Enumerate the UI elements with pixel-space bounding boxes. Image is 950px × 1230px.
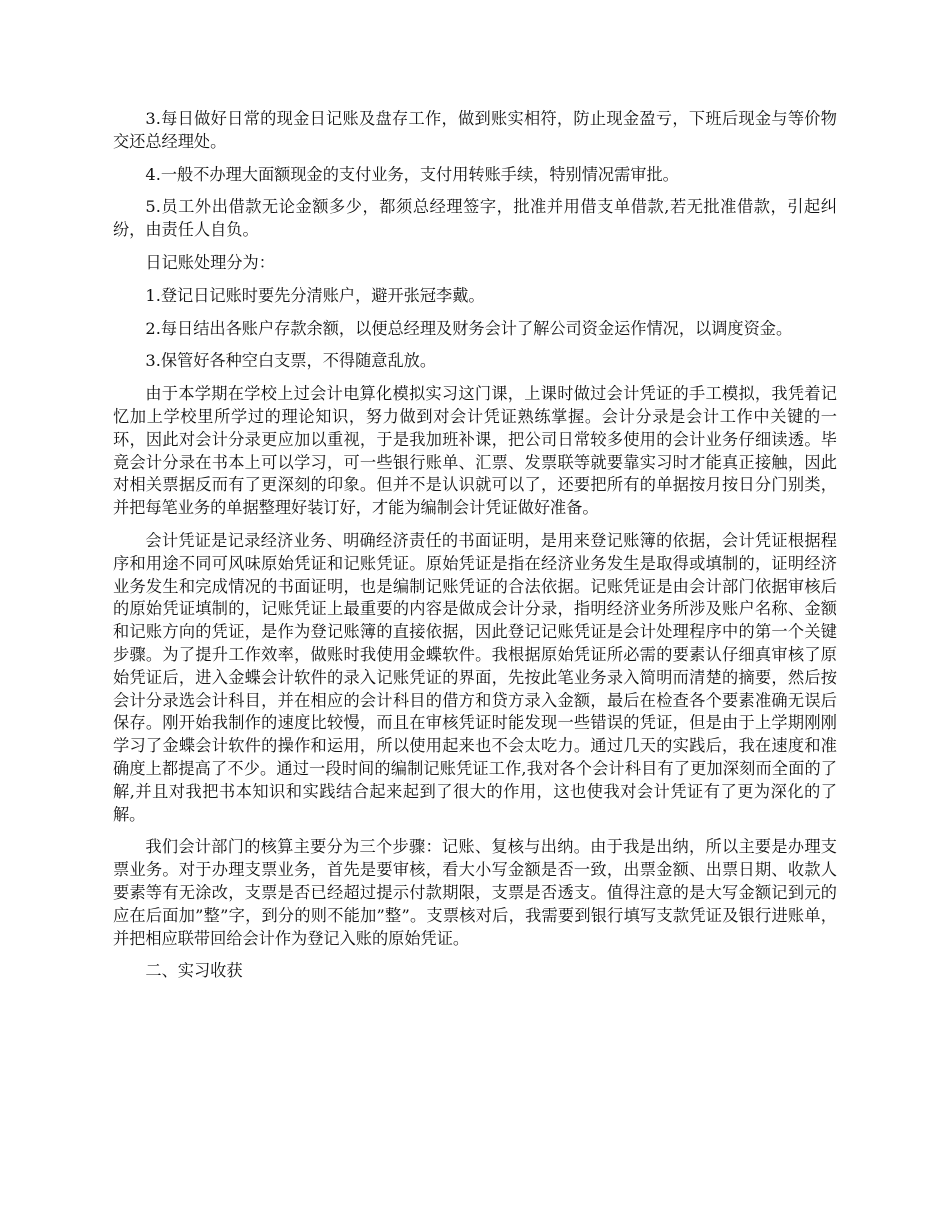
paragraph-journal-heading: 日记账处理分为：	[145, 252, 275, 272]
paragraph-rule-5: 5.员工外出借款无论金额多少，都须总经理签字，批准并用借支单借款,若无批准借款，引起纠纷，由责任人自负。	[113, 197, 837, 240]
paragraph-accounting-vouchers: 会计凭证是记录经济业务、明确经济责任的书面证明，是用来登记账簿的依据，会计凭证根据程序和用途不同可风味原始凭证和记账凭证。原始凭证是指在经济业务发生是取得或填制的，证明经济业务发生和完成情况的书面证明，也是编制记账凭证的合法依据。记账凭证是由会计部门依据审核后的原始凭证填制的，记账凭证上最重要的内容是做成会计分录，指明经济业务所涉及账户名称、金额和记账方向的凭证，是作为登记账簿的直接依据，因此登记记账凭证是会计处理程序中的第一个关键步骤。为了提升工作效率，做账时我使用金蝶软件。我根据原始凭证所必需的要素认仔细真审核了原始凭证后，进入金蝶会计软件的录入记账凭证的界面，先按此笔业务录入简明而清楚的摘要，然后按会计分录选会计科目，并在相应的会计科目的借方和贷方录入金额，最后在检查各个要素准确无误后保存。刚开始我制作的速度比较慢，而且在审核凭证时能发现一些错误的凭证，但是由于上学期刚刚学习了金蝶会计软件的操作和运用，所以使用起来也不会太吃力。通过几天的实践后，我在速度和准确度上都提高了不少。通过一段时间的编制记账凭证工作,我对各个会计科目有了更加深刻而全面的了解,并且对我把书本知识和实践结合起来起到了很大的作用，这也使我对会计凭证有了更为深化的了解。	[113, 530, 837, 824]
paragraph-journal-3: 3.保管好各种空白支票，不得随意乱放。	[145, 351, 437, 371]
paragraph-rule-3: 3.每日做好日常的现金日记账及盘存工作，做到账实相符，防止现金盈亏，下班后现金与等价物交还总经理处。	[113, 109, 837, 151]
paragraph-cashier-work: 我们会计部门的核算主要分为三个步骤：记账、复核与出纳。由于我是出纳，所以主要是办理支票业务。对于办理支票业务，首先是要审核，看大小写金额是否一致，出票金额、出票日期、收款人要素等有无涂改，支票是否已经超过提示付款期限，支票是否透支。值得注意的是大写金额记到元的应在后面加”整”字，到分的则不能加”整”。支票核对后，我需要到银行填写支款凭证及银行进账单，并把相应联带回给会计作为登记入账的原始凭证。	[113, 837, 837, 948]
paragraph-course-experience: 由于本学期在学校上过会计电算化模拟实习这门课，上课时做过会计凭证的手工模拟，我凭着记忆加上学校里所学过的理论知识，努力做到对会计凭证熟练掌握。会计分录是会计工作中关键的一环，因此对会计分录更应加以重视，于是我加班补课，把公司日常较多使用的会计业务仔细读透。毕竟会计分录在书本上可以学习，可一些银行账单、汇票、发票联等就要靠实习时才能真正接触，因此对相关票据反而有了更深刻的印象。但并不是认识就可以了，还要把所有的单据按月按日分门别类，并把每笔业务的单据整理好装订好，才能为编制会计凭证做好准备。	[113, 384, 837, 518]
paragraph-journal-2: 2.每日结出各账户存款余额，以便总经理及财务会计了解公司资金运作情况，以调度资金。	[145, 318, 793, 338]
paragraph-journal-1: 1.登记日记账时要先分清账户，避开张冠李戴。	[145, 285, 485, 305]
section-heading-internship-gains: 二、实习收获	[145, 961, 243, 981]
paragraph-rule-4: 4.一般不办理大面额现金的支付业务，支付用转账手续，特别情况需审批。	[145, 164, 679, 184]
document-body	[113, 108, 837, 993]
